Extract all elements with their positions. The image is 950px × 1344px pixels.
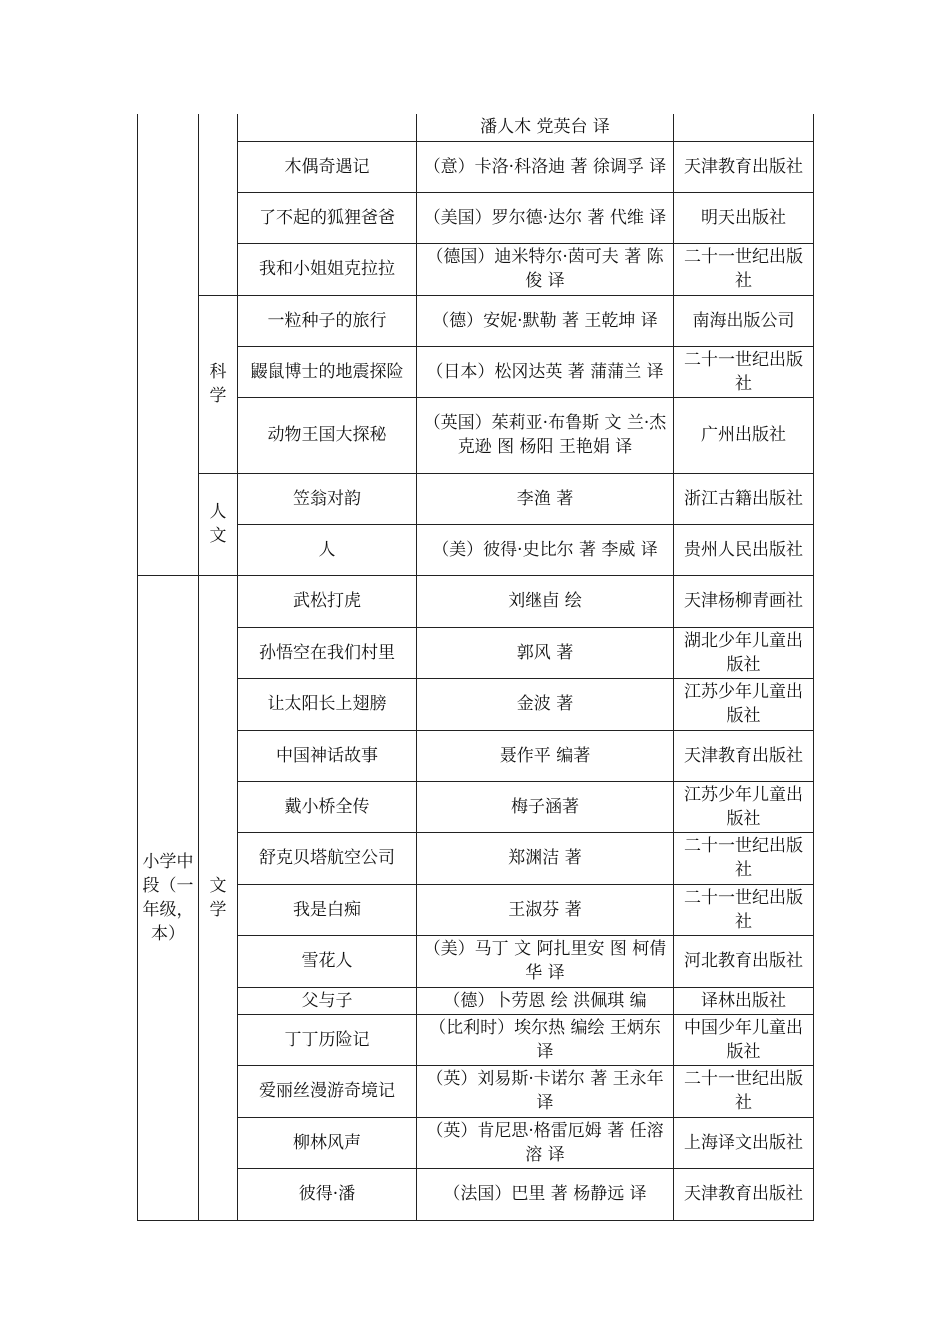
table-row	[138, 781, 814, 832]
table-row	[138, 473, 814, 524]
book-title: 我是白痴	[238, 884, 417, 935]
table-row	[138, 1168, 814, 1220]
book-publisher: 南海出版公司	[674, 295, 814, 346]
book-author: （美）马丁 文 阿扎里安 图 柯倩华 译	[417, 935, 674, 987]
book-publisher: 上海译文出版社	[674, 1117, 814, 1168]
book-title: 舒克贝塔航空公司	[238, 832, 417, 884]
table-row	[138, 114, 814, 141]
grade-cell	[138, 114, 199, 575]
book-publisher: 译林出版社	[674, 987, 814, 1014]
book-publisher: 天津教育出版社	[674, 1168, 814, 1220]
book-publisher: 二十一世纪出版社	[674, 884, 814, 935]
book-publisher: 二十一世纪出版社	[674, 1065, 814, 1117]
table-row	[138, 884, 814, 935]
table-row	[138, 627, 814, 678]
table-row	[138, 243, 814, 295]
book-author: （日本）松冈达英 著 蒲蒲兰 译	[417, 346, 674, 397]
table-row	[138, 935, 814, 987]
book-title: 了不起的狐狸爸爸	[238, 192, 417, 243]
book-title	[238, 114, 417, 141]
book-title: 戴小桥全传	[238, 781, 417, 832]
book-author: 金波 著	[417, 678, 674, 730]
table-row	[138, 295, 814, 346]
book-publisher: 贵州人民出版社	[674, 524, 814, 575]
table-row	[138, 730, 814, 781]
table-row	[138, 397, 814, 473]
book-title: 孙悟空在我们村里	[238, 627, 417, 678]
book-author: （比利时）埃尔热 编绘 王炳东 译	[417, 1014, 674, 1065]
table-body	[138, 114, 814, 1220]
table-row	[138, 1014, 814, 1065]
book-author: 聂作平 编著	[417, 730, 674, 781]
book-title: 父与子	[238, 987, 417, 1014]
book-author: （意）卡洛·科洛迪 著 徐调孚 译	[417, 141, 674, 192]
book-author: （英）肯尼思·格雷厄姆 著 任溶溶 译	[417, 1117, 674, 1168]
book-author: 李渔 著	[417, 473, 674, 524]
book-author: （德）安妮·默勒 著 王乾坤 译	[417, 295, 674, 346]
book-title: 让太阳长上翅膀	[238, 678, 417, 730]
table-row	[138, 524, 814, 575]
book-author: （美）彼得·史比尔 著 李威 译	[417, 524, 674, 575]
category-cell	[199, 114, 238, 295]
table-row	[138, 192, 814, 243]
table-row	[138, 1117, 814, 1168]
book-author: （法国）巴里 著 杨静远 译	[417, 1168, 674, 1220]
book-title: 我和小姐姐克拉拉	[238, 243, 417, 295]
book-author: （德国）迪米特尔·茵可夫 著 陈俊 译	[417, 243, 674, 295]
book-title: 动物王国大探秘	[238, 397, 417, 473]
book-title: 鼹鼠博士的地震探险	[238, 346, 417, 397]
book-title: 柳林风声	[238, 1117, 417, 1168]
book-publisher: 中国少年儿童出版社	[674, 1014, 814, 1065]
table-row	[138, 575, 814, 627]
book-author: 梅子涵著	[417, 781, 674, 832]
table-row	[138, 678, 814, 730]
table-row	[138, 832, 814, 884]
book-title: 中国神话故事	[238, 730, 417, 781]
category-cell: 人文	[199, 473, 238, 575]
book-author: 刘继卣 绘	[417, 575, 674, 627]
book-publisher: 广州出版社	[674, 397, 814, 473]
book-author: 郭风 著	[417, 627, 674, 678]
book-publisher: 江苏少年儿童出版社	[674, 781, 814, 832]
book-title: 木偶奇遇记	[238, 141, 417, 192]
book-publisher: 明天出版社	[674, 192, 814, 243]
book-title: 雪花人	[238, 935, 417, 987]
book-title: 爱丽丝漫游奇境记	[238, 1065, 417, 1117]
book-publisher	[674, 114, 814, 141]
book-author: 潘人木 党英台 译	[417, 114, 674, 141]
book-title: 彼得·潘	[238, 1168, 417, 1220]
book-title: 丁丁历险记	[238, 1014, 417, 1065]
book-publisher: 湖北少年儿童出版社	[674, 627, 814, 678]
book-author: （美国）罗尔德·达尔 著 代维 译	[417, 192, 674, 243]
table-row	[138, 1065, 814, 1117]
book-author: （德）卜劳恩 绘 洪佩琪 编	[417, 987, 674, 1014]
book-publisher: 天津教育出版社	[674, 730, 814, 781]
table-row	[138, 141, 814, 192]
table-row	[138, 987, 814, 1014]
book-publisher: 浙江古籍出版社	[674, 473, 814, 524]
book-list-table	[137, 114, 814, 1221]
book-publisher: 二十一世纪出版社	[674, 346, 814, 397]
book-publisher: 二十一世纪出版社	[674, 243, 814, 295]
book-publisher: 天津教育出版社	[674, 141, 814, 192]
book-title: 笠翁对韵	[238, 473, 417, 524]
book-publisher: 二十一世纪出版社	[674, 832, 814, 884]
book-publisher: 江苏少年儿童出版社	[674, 678, 814, 730]
book-author: （英）刘易斯·卡诺尔 著 王永年 译	[417, 1065, 674, 1117]
category-cell: 文学	[199, 575, 238, 1220]
book-author: 王淑芬 著	[417, 884, 674, 935]
book-title: 一粒种子的旅行	[238, 295, 417, 346]
book-title: 人	[238, 524, 417, 575]
book-publisher: 天津杨柳青画社	[674, 575, 814, 627]
table-row	[138, 346, 814, 397]
book-author: 郑渊洁 著	[417, 832, 674, 884]
category-cell: 科学	[199, 295, 238, 473]
book-publisher: 河北教育出版社	[674, 935, 814, 987]
grade-cell: 小学中段（一年级，本）	[138, 575, 199, 1220]
book-author: （英国）茱莉亚·布鲁斯 文 兰·杰克逊 图 杨阳 王艳娟 译	[417, 397, 674, 473]
book-title: 武松打虎	[238, 575, 417, 627]
